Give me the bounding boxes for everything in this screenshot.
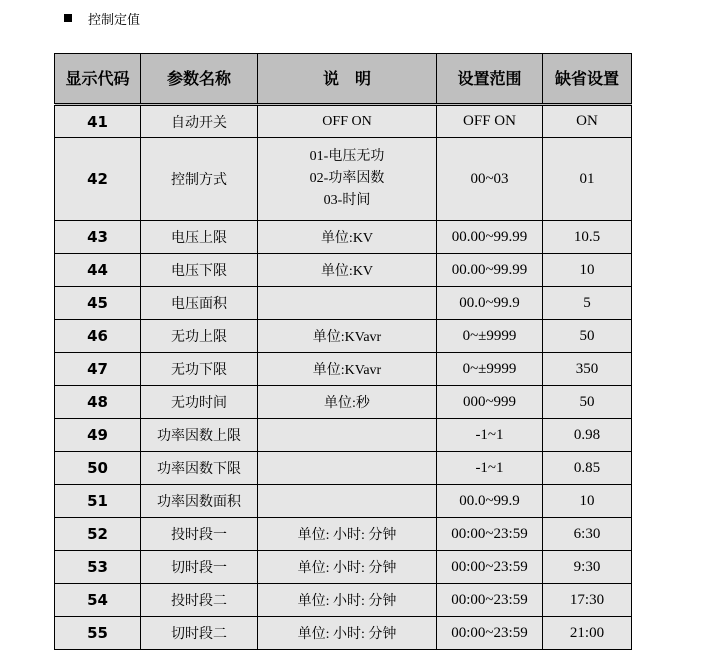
cell-range: -1~1 [437,452,543,485]
cell-default: 50 [543,386,632,419]
cell-default: ON [543,105,632,138]
table-row [55,254,632,287]
header-desc: 说 明 [258,54,437,105]
table-row [55,584,632,617]
cell-default: 17:30 [543,584,632,617]
cell-code: 55 [55,617,141,650]
cell-code: 50 [55,452,141,485]
cell-range: 0~±9999 [437,320,543,353]
table-row [55,551,632,584]
cell-desc [258,221,437,254]
cell-range: 00~03 [437,138,543,221]
cell-default: 9:30 [543,551,632,584]
cell-code: 41 [55,105,141,138]
table-row [55,419,632,452]
cell-default: 5 [543,287,632,320]
table-row [55,617,632,650]
cell-desc [258,419,437,452]
header-code: 显示代码 [55,54,141,105]
desc-line: 02-功率因数 [309,171,385,186]
cell-range: 00.0~99.9 [437,287,543,320]
cell-desc [258,452,437,485]
header-name: 参数名称 [141,54,258,105]
section-heading [64,9,140,27]
cell-default: 50 [543,320,632,353]
cell-code: 44 [55,254,141,287]
header-range: 设置范围 [437,54,543,105]
table-body [55,105,632,650]
table-row [55,221,632,254]
desc-line: 单位:秒 [324,396,370,411]
cell-desc [258,386,437,419]
cell-code: 54 [55,584,141,617]
table-row [55,518,632,551]
table-header-row [55,54,632,105]
cell-range: 00:00~23:59 [437,518,543,551]
table-row [55,485,632,518]
cell-name: 电压下限 [141,254,258,287]
cell-desc [258,518,437,551]
cell-code: 52 [55,518,141,551]
cell-desc [258,485,437,518]
cell-default: 10 [543,254,632,287]
cell-name: 电压上限 [141,221,258,254]
cell-default: 21:00 [543,617,632,650]
cell-desc [258,617,437,650]
table-row [55,138,632,221]
desc-line: 单位:KVavr [312,330,382,345]
cell-range: 00.00~99.99 [437,221,543,254]
table-row [55,386,632,419]
cell-name: 无功时间 [141,386,258,419]
desc-line: 03-时间 [323,193,371,208]
cell-default: 0.98 [543,419,632,452]
cell-desc [258,584,437,617]
cell-code: 46 [55,320,141,353]
cell-default: 01 [543,138,632,221]
cell-default: 350 [543,353,632,386]
cell-code: 53 [55,551,141,584]
table-row [55,320,632,353]
cell-code: 47 [55,353,141,386]
cell-code: 42 [55,138,141,221]
cell-code: 51 [55,485,141,518]
cell-range: 00:00~23:59 [437,617,543,650]
cell-range: 00:00~23:59 [437,551,543,584]
cell-range: 0~±9999 [437,353,543,386]
header-default: 缺省设置 [543,54,632,105]
desc-line: 单位: 小时: 分钟 [297,594,397,609]
cell-desc [258,254,437,287]
cell-name: 控制方式 [141,138,258,221]
cell-default: 6:30 [543,518,632,551]
desc-line: 单位:KV [320,231,374,246]
cell-name: 功率因数下限 [141,452,258,485]
cell-name: 无功下限 [141,353,258,386]
cell-desc [258,138,437,221]
cell-name: 功率因数上限 [141,419,258,452]
cell-desc [258,353,437,386]
cell-range: OFF ON [437,105,543,138]
cell-range: 00.00~99.99 [437,254,543,287]
cell-range: 000~999 [437,386,543,419]
cell-name: 切时段二 [141,617,258,650]
cell-default: 10.5 [543,221,632,254]
cell-name: 投时段一 [141,518,258,551]
cell-name: 无功上限 [141,320,258,353]
square-bullet-icon [64,14,72,22]
desc-line: 单位: 小时: 分钟 [297,528,397,543]
cell-range: 00:00~23:59 [437,584,543,617]
cell-desc [258,320,437,353]
control-settings-table [54,53,632,650]
desc-line: 单位:KVavr [312,363,382,378]
cell-desc [258,551,437,584]
desc-line: OFF ON [322,113,372,129]
cell-name: 投时段二 [141,584,258,617]
cell-code: 48 [55,386,141,419]
cell-default: 10 [543,485,632,518]
table-row [55,287,632,320]
table-row [55,105,632,138]
cell-code: 43 [55,221,141,254]
cell-range: 00.0~99.9 [437,485,543,518]
table-row [55,452,632,485]
cell-desc [258,287,437,320]
cell-default: 0.85 [543,452,632,485]
cell-code: 45 [55,287,141,320]
section-title: 控制定值 [88,12,141,28]
cell-code: 49 [55,419,141,452]
desc-line: 单位:KV [320,264,374,279]
cell-name: 电压面积 [141,287,258,320]
cell-range: -1~1 [437,419,543,452]
desc-line: 单位: 小时: 分钟 [297,627,397,642]
cell-name: 切时段一 [141,551,258,584]
cell-desc [258,105,437,138]
desc-line: 单位: 小时: 分钟 [297,561,397,576]
desc-line: 01-电压无功 [309,149,385,164]
cell-name: 功率因数面积 [141,485,258,518]
cell-name: 自动开关 [141,105,258,138]
table-row [55,353,632,386]
